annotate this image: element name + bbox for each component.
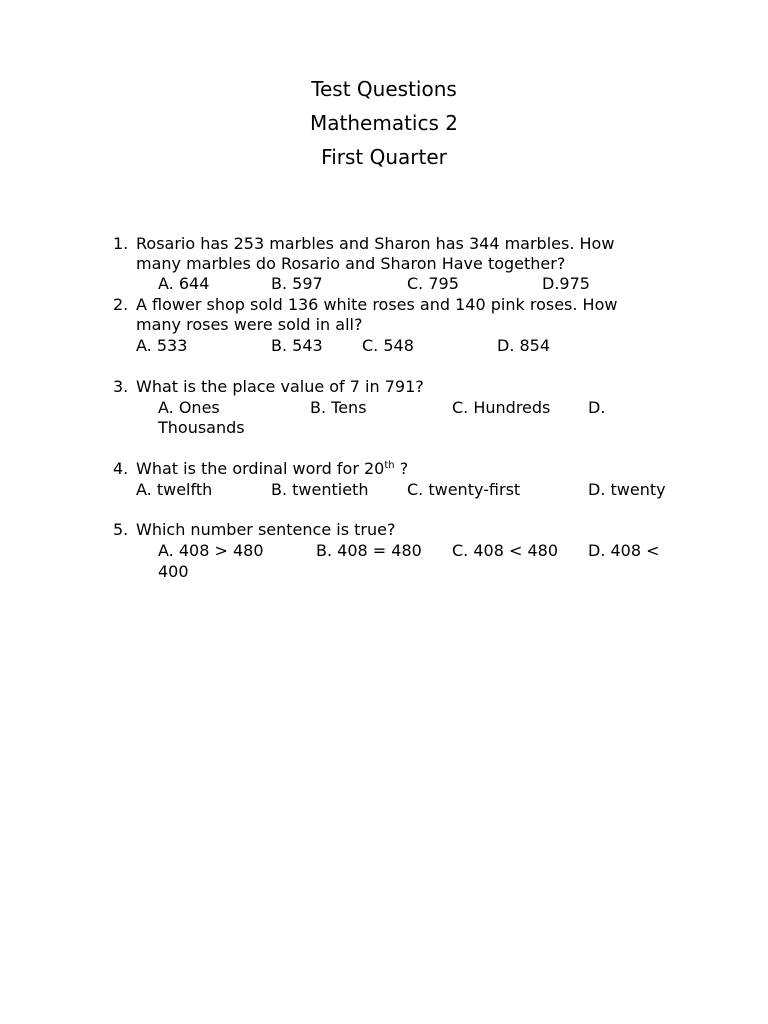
answer-option-a: A. 408 > 480 [158,541,264,560]
answer-option-d: D. [588,398,606,417]
document-title: Test Questions [311,77,457,101]
answer-option-d: D. 408 < [588,541,660,560]
answer-option-c: C. 795 [407,274,459,293]
question-text-line: A flower shop sold 136 white roses and 140 pink roses. How [136,295,618,314]
answer-option-d-wrap: Thousands [158,418,245,437]
question-number: 2. [113,295,129,314]
document-subject: Mathematics 2 [310,111,458,135]
question-text-part: ? [394,459,409,478]
answer-option-d: D.975 [542,274,590,293]
question-text-line: Which number sentence is true? [136,520,396,539]
answer-option-b: B. 408 = 480 [316,541,422,560]
answer-option-a: A. twelfth [136,480,213,499]
answer-option-d-wrap: 400 [158,562,189,581]
answer-option-b: B. twentieth [271,480,369,499]
document-quarter: First Quarter [321,145,447,169]
ordinal-suffix: th [384,460,395,471]
question-text-line: Rosario has 253 marbles and Sharon has 344 marbles. How [136,234,615,253]
question-text-part: What is the ordinal word for 20 [136,459,385,478]
answer-option-d: D. twenty [588,480,666,499]
question-number: 3. [113,377,129,396]
answer-option-b: B. 543 [271,336,323,355]
answer-option-c: C. Hundreds [452,398,551,417]
answer-option-c: C. 548 [362,336,414,355]
answer-option-a: A. 533 [136,336,188,355]
question-number: 5. [113,520,129,539]
question-text-line: What is the place value of 7 in 791? [136,377,424,396]
question-number: 1. [113,234,129,253]
question-text-line: many marbles do Rosario and Sharon Have together? [136,254,566,273]
answer-option-c: C. 408 < 480 [452,541,558,560]
answer-option-c: C. twenty-first [407,480,521,499]
answer-option-b: B. 597 [271,274,323,293]
answer-option-b: B. Tens [310,398,367,417]
question-text-line [136,459,408,479]
answer-option-a: A. Ones [158,398,220,417]
question-text-line: many roses were sold in all? [136,315,363,334]
question-number: 4. [113,459,129,478]
answer-option-d: D. 854 [497,336,551,355]
answer-option-a: A. 644 [158,274,210,293]
